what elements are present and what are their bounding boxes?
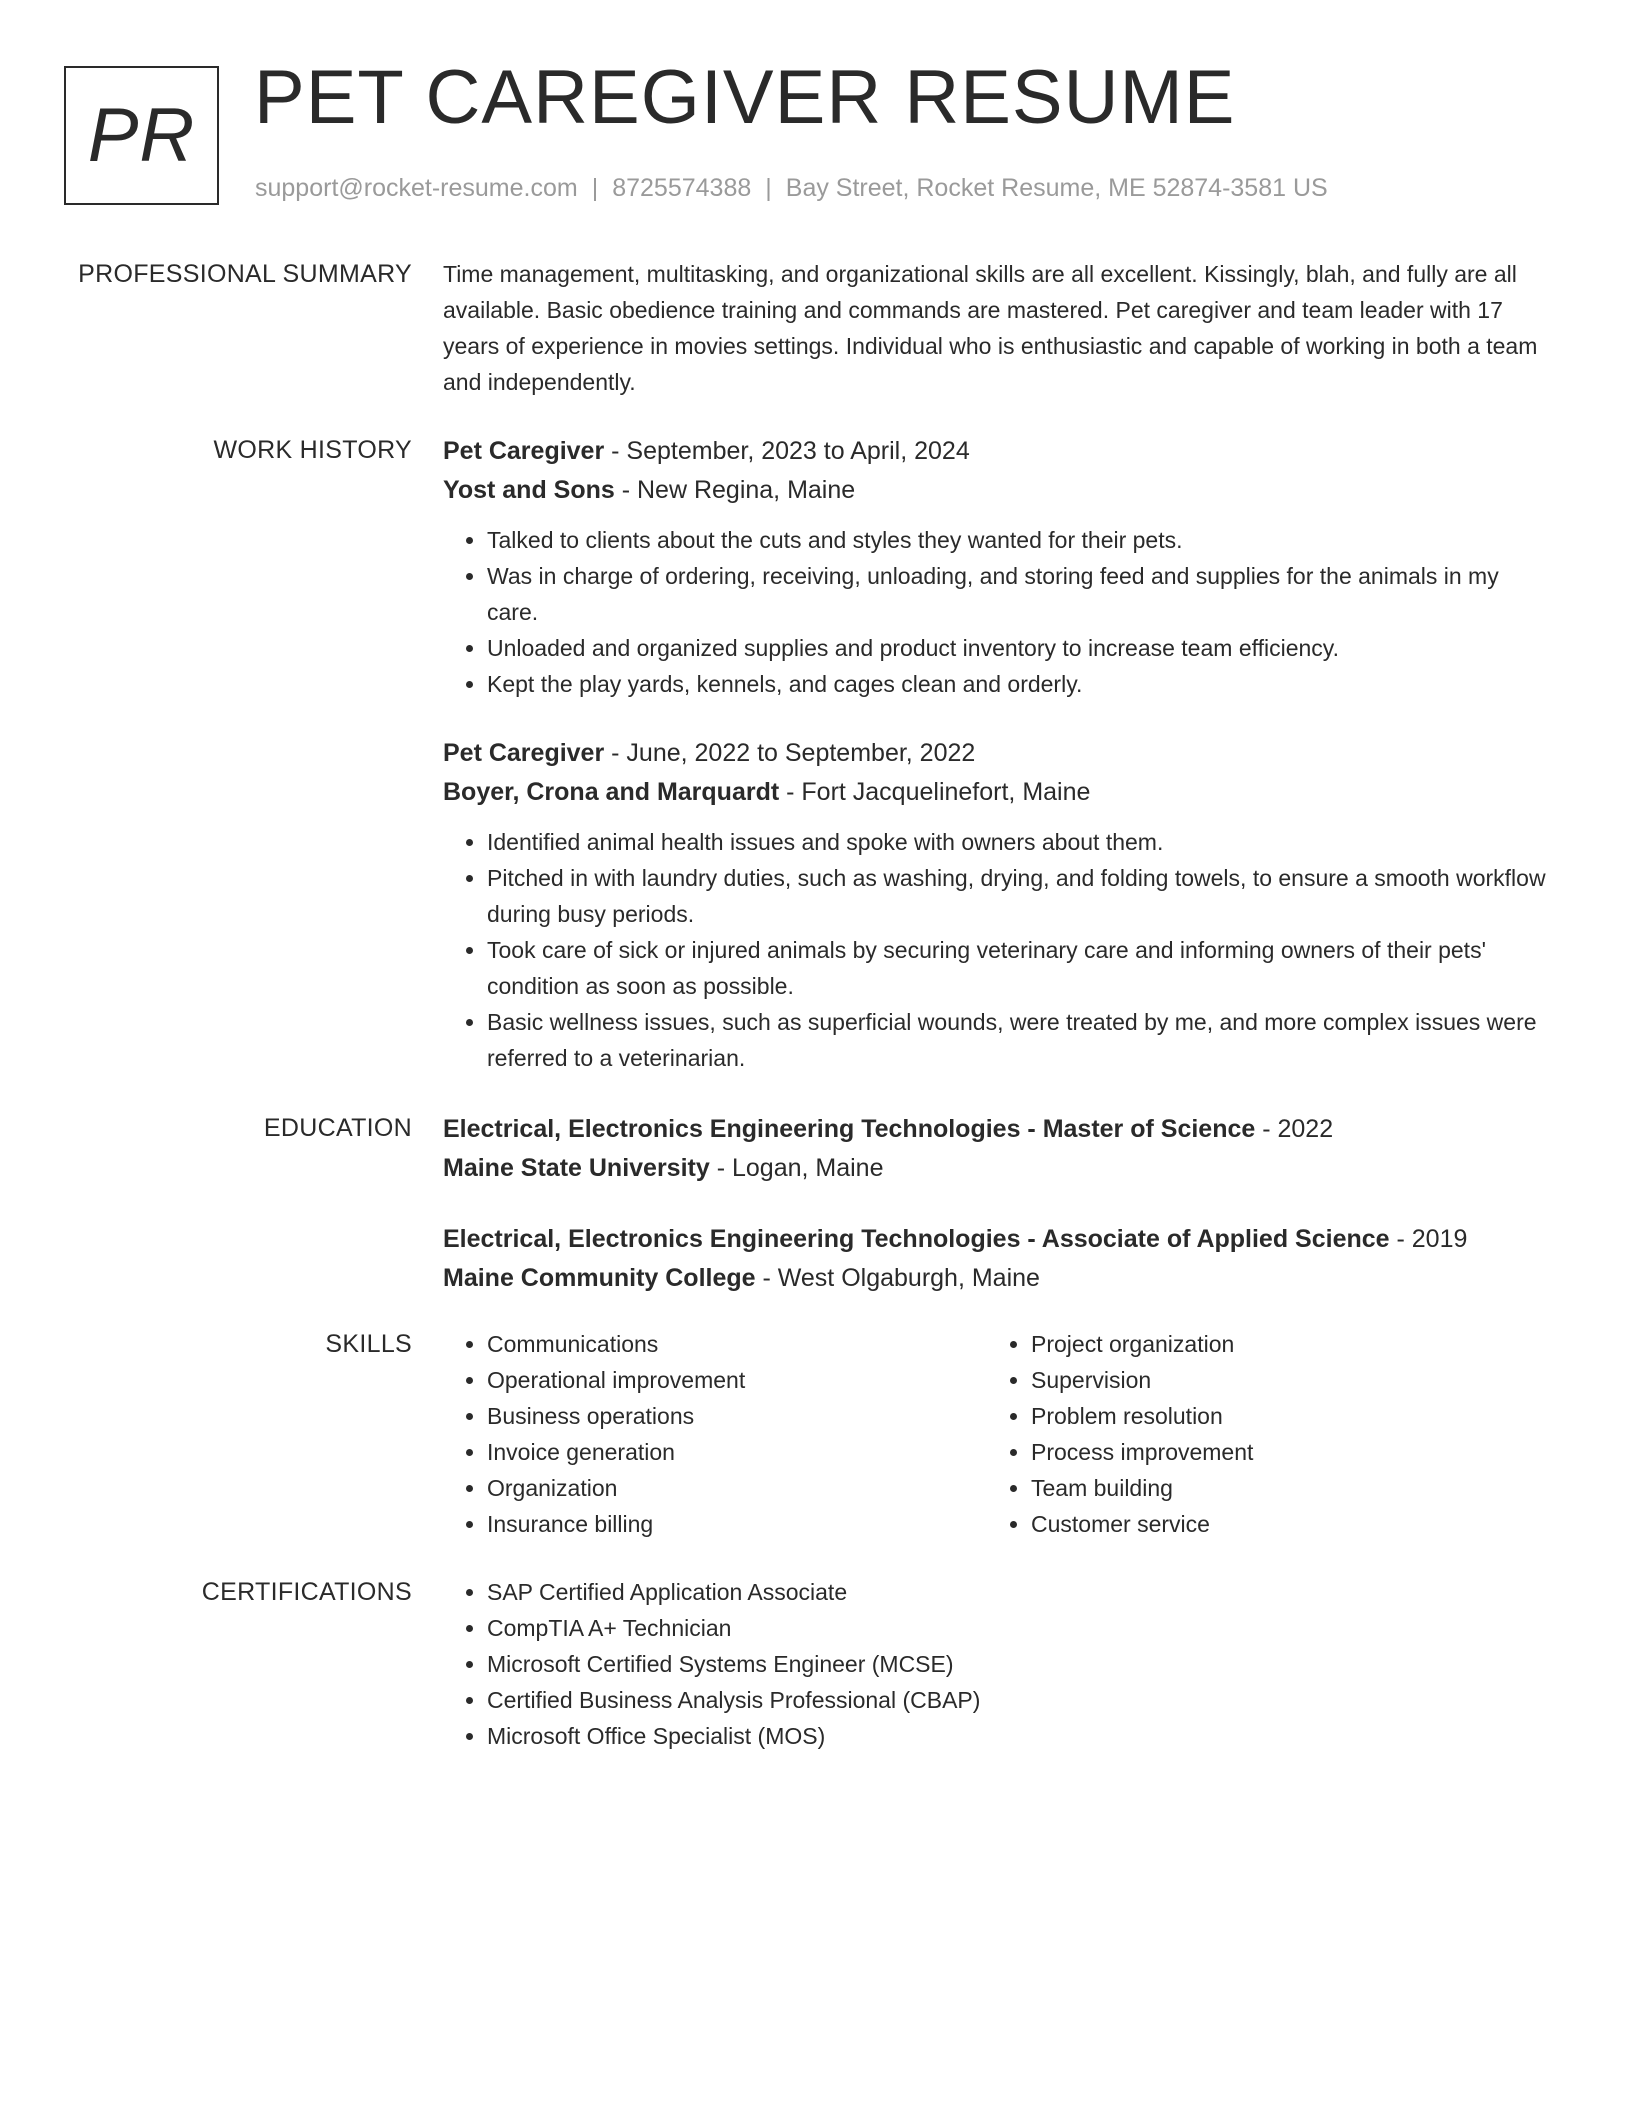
school: Maine Community College	[443, 1264, 756, 1292]
job-company: Yost and Sons	[443, 476, 615, 504]
skills-column	[443, 1326, 987, 1542]
degree: Electrical, Electronics Engineering Technologies - Associate of Applied Science	[443, 1225, 1390, 1253]
skill-item: • Operational improvement	[487, 1362, 987, 1398]
job-location: - Fort Jacquelinefort, Maine	[779, 778, 1091, 806]
job-bullets	[443, 824, 1553, 1076]
job-title-line	[443, 432, 1553, 471]
section-label: CERTIFICATIONS	[201, 1578, 412, 1606]
resume-title: PET CAREGIVER RESUME	[254, 55, 1236, 140]
degree-year: - 2022	[1255, 1115, 1334, 1143]
contact-email[interactable]: support@rocket-resume.com	[255, 174, 578, 202]
education-entry	[443, 1220, 1553, 1298]
skill-item: • Process improvement	[1031, 1434, 1531, 1470]
job-bullet: • Basic wellness issues, such as superficial wounds, were treated by me, and more complex issues were referred to a veterinarian.	[487, 1004, 1553, 1076]
skill-item: • Supervision	[1031, 1362, 1531, 1398]
education-entry	[443, 1110, 1553, 1188]
job-company: Boyer, Crona and Marquardt	[443, 778, 780, 806]
contact-separator: |	[591, 174, 599, 202]
skill-item: • Communications	[487, 1326, 987, 1362]
job-company-line	[443, 471, 1553, 510]
section-label: SKILLS	[325, 1330, 412, 1358]
section-label: EDUCATION	[263, 1114, 412, 1142]
skill-item: • Invoice generation	[487, 1434, 987, 1470]
certification-item: • Microsoft Certified Systems Engineer (MCSE)	[487, 1646, 1553, 1682]
certifications-list	[443, 1574, 1553, 1754]
job-bullets	[443, 522, 1553, 702]
skill-item: • Problem resolution	[1031, 1398, 1531, 1434]
job-entry	[443, 734, 1553, 1076]
job-title: Pet Caregiver	[443, 437, 605, 465]
contact-line	[255, 174, 1328, 203]
contact-address: Bay Street, Rocket Resume, ME 52874-3581 US	[785, 174, 1328, 202]
job-title: Pet Caregiver	[443, 739, 605, 767]
skills-column	[987, 1326, 1531, 1542]
degree: Electrical, Electronics Engineering Technologies - Master of Science	[443, 1115, 1256, 1143]
job-company-line	[443, 773, 1553, 812]
certifications-body	[443, 1574, 1553, 1754]
job-dates: - June, 2022 to September, 2022	[604, 739, 976, 767]
school-line	[443, 1149, 1553, 1188]
section-label: PROFESSIONAL SUMMARY	[78, 260, 412, 288]
skill-item: • Organization	[487, 1470, 987, 1506]
skill-item: • Team building	[1031, 1470, 1531, 1506]
school-location: - Logan, Maine	[709, 1154, 884, 1182]
degree-line	[443, 1110, 1553, 1149]
skill-item: • Business operations	[487, 1398, 987, 1434]
job-bullet: • Identified animal health issues and spoke with owners about them.	[487, 824, 1553, 860]
certification-item: • Certified Business Analysis Professional (CBAP)	[487, 1682, 1553, 1718]
summary-body	[443, 256, 1553, 400]
certification-item: • Microsoft Office Specialist (MOS)	[487, 1718, 1553, 1754]
degree-line	[443, 1220, 1553, 1259]
summary-text: Time management, multitasking, and organizational skills are all excellent. Kissingly, blah, and fully are all available. Basic obedience training and commands are mastered. Pet caregiver and team leader with 17 years of experience in movies settings. Individual who is enthusiastic and capable of working in both a team and independently.	[443, 261, 1538, 395]
education-body	[443, 1110, 1553, 1298]
job-bullet: • Pitched in with laundry duties, such as washing, drying, and folding towels, to ensure a smooth workflow during busy periods.	[487, 860, 1553, 932]
skill-item: • Customer service	[1031, 1506, 1531, 1542]
job-bullet: • Took care of sick or injured animals by securing veterinary care and informing owners of their pets' condition as soon as possible.	[487, 932, 1553, 1004]
school: Maine State University	[443, 1154, 710, 1182]
contact-phone[interactable]: 8725574388	[612, 174, 752, 202]
certification-item: • CompTIA A+ Technician	[487, 1610, 1553, 1646]
monogram-badge	[64, 66, 219, 205]
job-dates: - September, 2023 to April, 2024	[604, 437, 970, 465]
job-bullet: • Talked to clients about the cuts and styles they wanted for their pets.	[487, 522, 1553, 558]
contact-separator: |	[765, 174, 772, 202]
job-bullet: • Unloaded and organized supplies and product inventory to increase team efficiency.	[487, 630, 1553, 666]
degree-year: - 2019	[1389, 1225, 1468, 1253]
section-label: WORK HISTORY	[213, 436, 412, 464]
certification-item: • SAP Certified Application Associate	[487, 1574, 1553, 1610]
job-bullet: • Kept the play yards, kennels, and cages clean and orderly.	[487, 666, 1553, 702]
job-title-line	[443, 734, 1553, 773]
job-bullet: • Was in charge of ordering, receiving, unloading, and storing feed and supplies for the animals in my care.	[487, 558, 1553, 630]
skills-body	[443, 1326, 1553, 1542]
school-line	[443, 1259, 1553, 1298]
school-location: - West Olgaburgh, Maine	[755, 1264, 1040, 1292]
monogram-text: PR	[87, 93, 196, 178]
job-entry	[443, 432, 1553, 702]
job-location: - New Regina, Maine	[614, 476, 856, 504]
skill-item: • Insurance billing	[487, 1506, 987, 1542]
skill-item: • Project organization	[1031, 1326, 1531, 1362]
work-history-body	[443, 432, 1553, 1076]
